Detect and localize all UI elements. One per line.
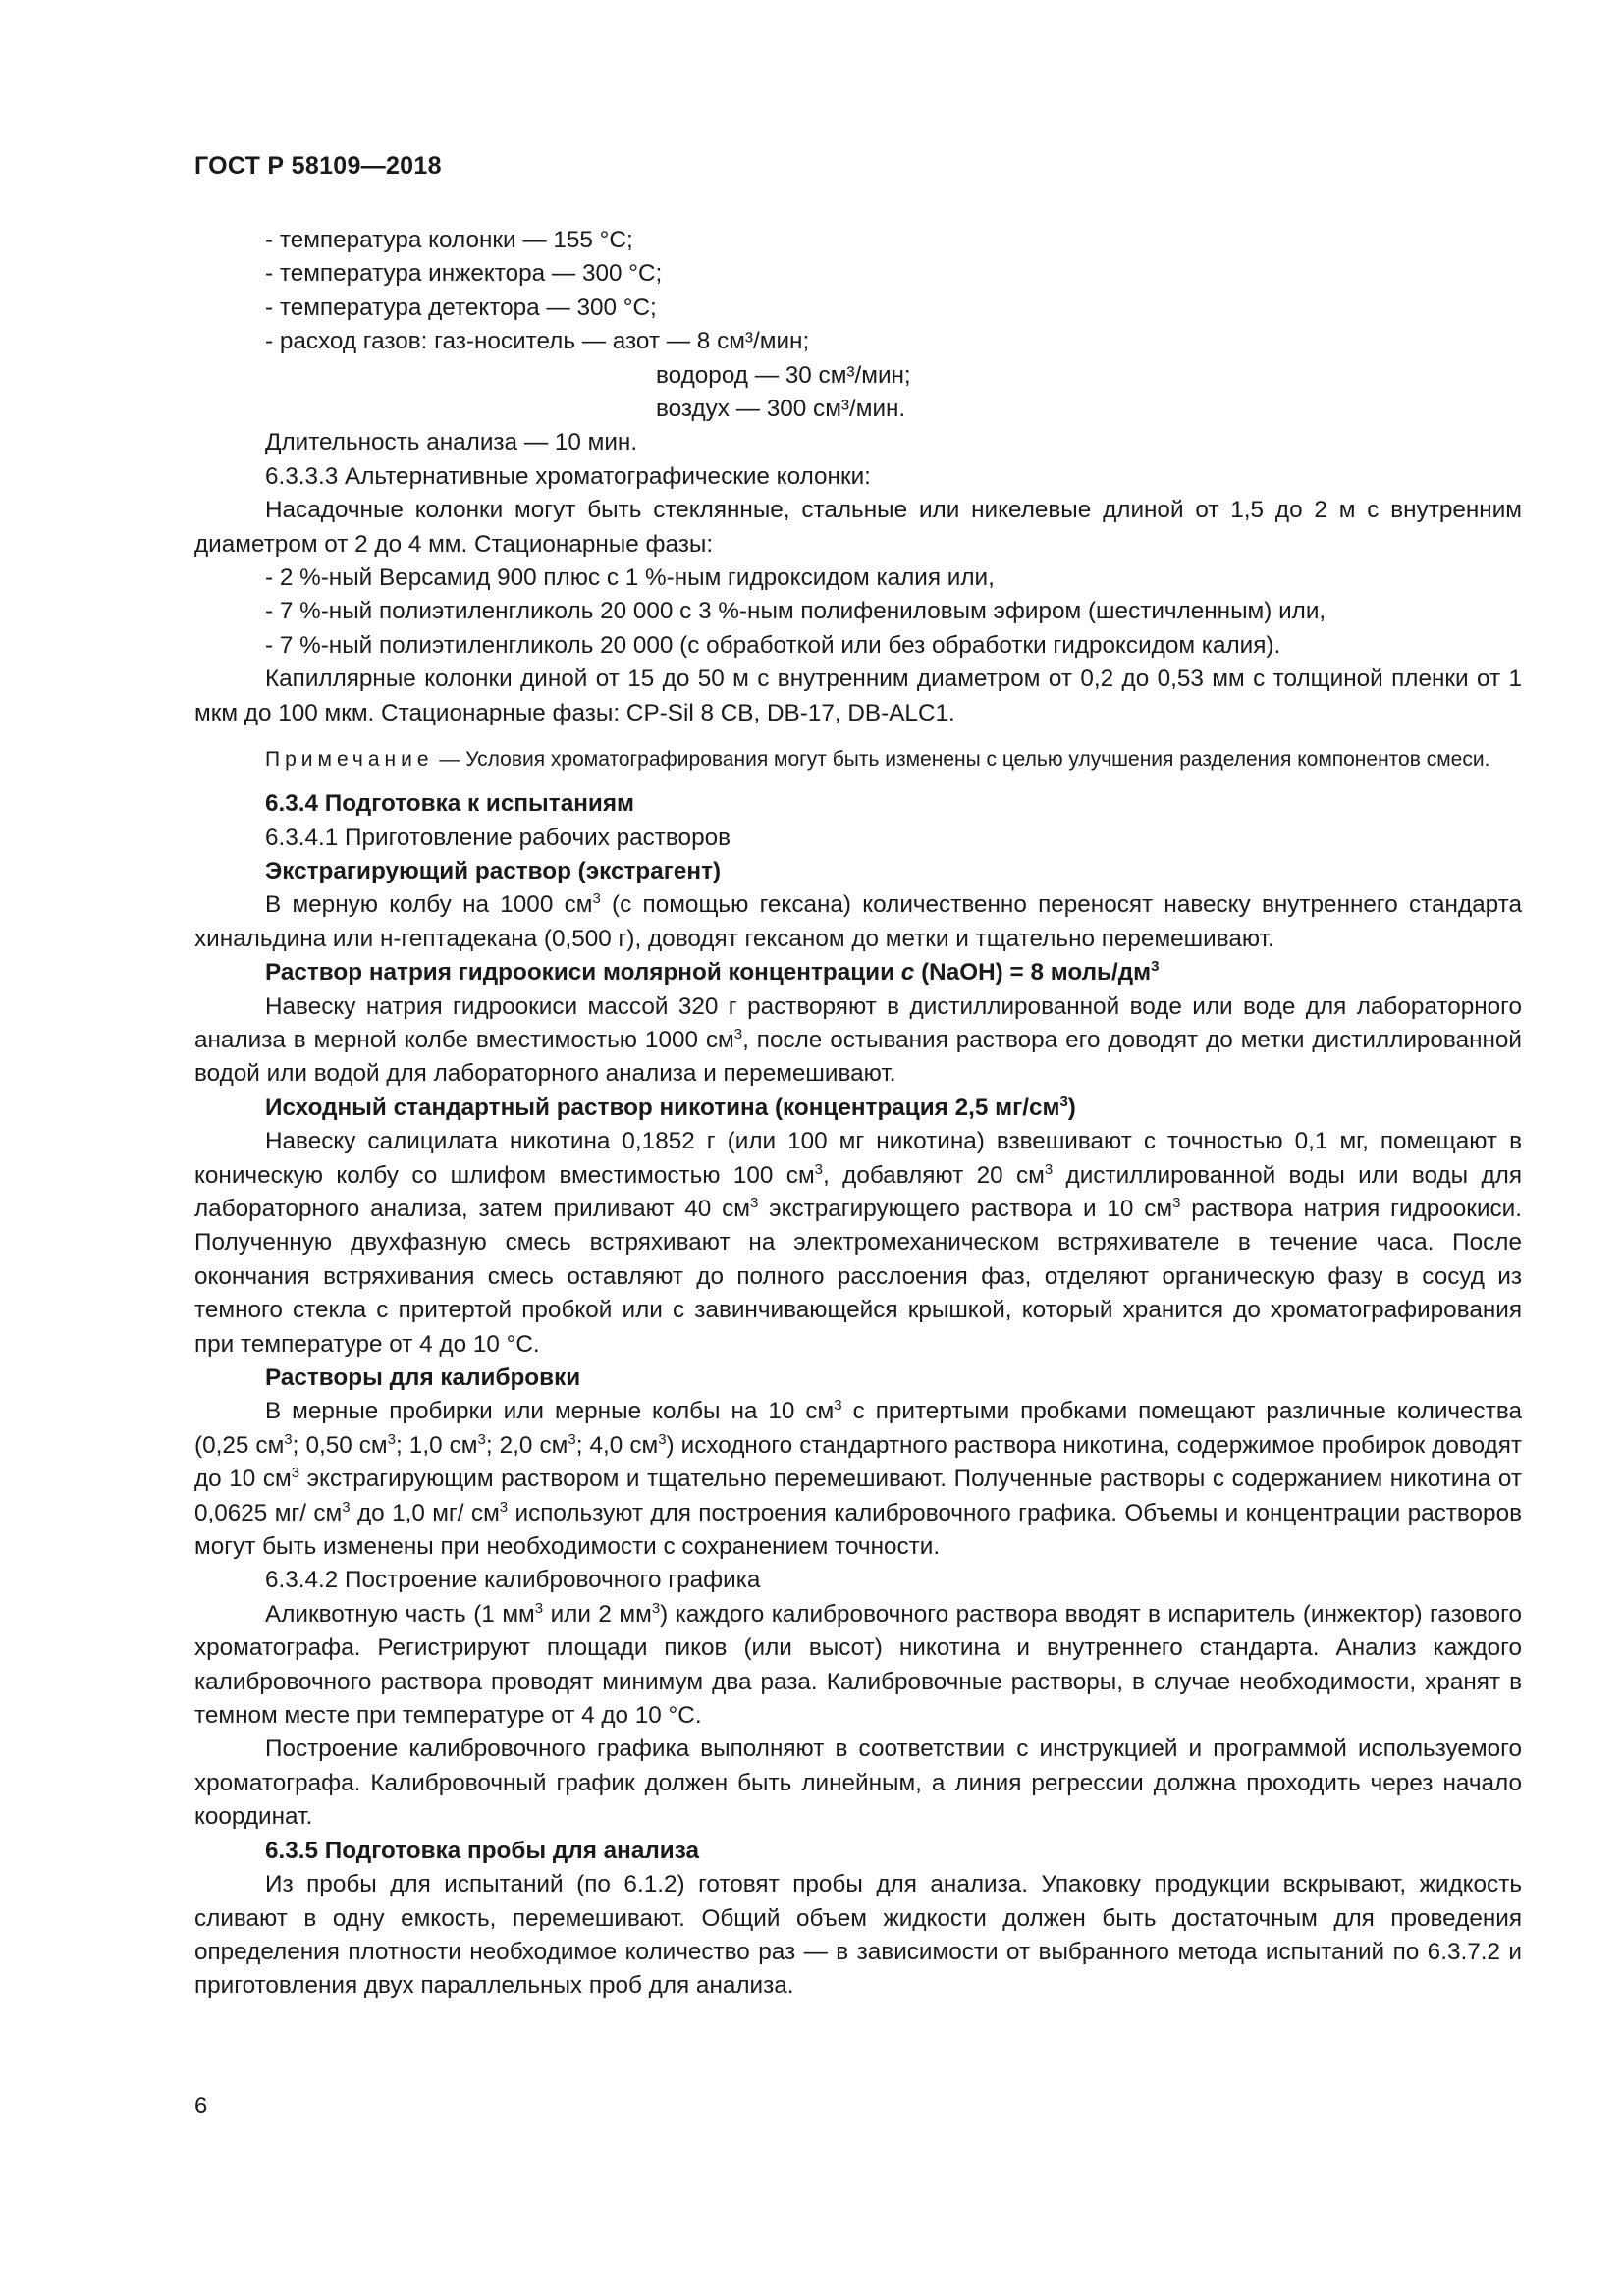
analysis-duration: Длительность анализа — 10 мин.	[265, 429, 638, 456]
section-heading: 6.3.5 Подготовка пробы для анализа	[265, 1837, 700, 1864]
param-line: - температура колонки — 155 °С;	[265, 227, 633, 253]
solution-heading: Растворы для калибровки	[265, 1364, 581, 1391]
page-number: 6	[194, 2093, 208, 2119]
list-item: - 2 %-ный Версамид 900 плюс с 1 %-ным гидроксидом калия или,	[265, 564, 995, 592]
note	[194, 746, 1522, 774]
section-heading: 6.3.4 Подготовка к испытаниям	[265, 790, 634, 818]
gas-line: водород — 30 см³/мин;	[656, 361, 911, 389]
param-line: - температура детектора — 300 °С;	[265, 294, 657, 321]
paragraph: Построение калибровочного графика выполняют в соответствии с инструкцией и программой используемого хроматографа. Калибровочный график должен быть линейным, а линия регрессии должна проходить через начало координат.	[194, 1735, 1522, 1831]
solution-heading: Раствор натрия гидроокиси молярной концентрации с (NaOH) = 8 моль/$дм^3$	[265, 958, 1160, 987]
paragraph: Навеску натрия гидроокиси массой 320 г растворяют в дистиллированной воде или воде для лабораторного анализа в мерной колбе вместимостью 1000 $см^3$, после остывания раствора его доводят до метки дистиллированной водой или водой для лабораторного анализа и перемешивают.	[194, 992, 1522, 1088]
paragraph: В мерную колбу на 1000 $см^3$ (с помощью гексана) количественно переносят навеску внутреннего стандарта хинальдина или н-гептадекана (0,500 г), доводят гексаном до метки и тщательно перемешивают.	[194, 890, 1522, 952]
list-item: - 7 %-ный полиэтиленгликоль 20 000 (с обработкой или без обработки гидроксидом калия).	[265, 631, 1281, 659]
note-label: Примечание	[265, 748, 434, 772]
subsection-title: 6.3.4.2 Построение калибровочного графика	[265, 1567, 761, 1594]
list-item: - 7 %-ный полиэтиленгликоль 20 000 с 3 %-ным полифениловым эфиром (шестичленным) или,	[265, 598, 1326, 625]
paragraph: Навеску салицилата никотина 0,1852 г (или 100 мг никотина) взвешивают с точностью 0,1 мг, помещают в коническую колбу со шлифом вместимостью 100 $см^3$, добавляют 20 $см^3$ дистиллированной воды или воды для лабораторного анализа, затем приливают 40 $см^3$ экстрагирующего раствора и 10 $см^3$ раствора натрия гидроокиси. Полученную двухфазную смесь встряхивают на электромеханическом встряхивателе в течение часа. После окончания встряхивания смесь оставляют до полного расслоения фаз, отделяют органическую фазу в сосуд из темного стекла с притертой пробкой или с завинчивающейся крышкой, который хранится до хроматографирования при температуре от 4 до 10 °С.	[194, 1128, 1522, 1358]
standard-header: ГОСТ Р 58109—2018	[194, 152, 442, 180]
subsection-title: 6.3.3.3 Альтернативные хроматографические колонки:	[265, 462, 871, 490]
solution-heading: Исходный стандартный раствор никотина (концентрация 2,5 $мг/см^3$)	[265, 1093, 1076, 1121]
gas-line: воздух — 300 см³/мин.	[656, 396, 906, 423]
page-content	[194, 224, 1522, 2003]
subsection-title: 6.3.4.1 Приготовление рабочих растворов	[265, 824, 731, 851]
param-line: - температура инжектора — 300 °С;	[265, 260, 663, 288]
paragraph: Капиллярные колонки диной от 15 до 50 м с внутренним диаметром от 0,2 до 0,53 мм с толщиной пленки от 1 мкм до 100 мкм. Стационарные фазы: CP-Sil 8 CB, DB-17, DB-ALC1.	[194, 666, 1522, 726]
paragraph: В мерные пробирки или мерные колбы на 10 $см^3$ с притертыми пробками помещают различные количества (0,25 $см^3$; 0,50 $см^3$; 1,0 $см^3$; 2,0 $см^3$; 4,0 $см^3$) исходного стандартного раствора никотина, содержимое пробирок доводят до 10 $см^3$ экстрагирующим раствором и тщательно перемешивают. Полученные растворы с содержанием никотина от 0,0625 мг/ $см^3$ до 1,0 мг/ $см^3$ используют для построения калибровочного графика. Объемы и концентрации растворов могут быть изменены при необходимости с сохранением точности.	[194, 1397, 1523, 1561]
paragraph: Из пробы для испытаний (по 6.1.2) готовят пробы для анализа. Упаковку продукции вскрывают, жидкость сливают в одну емкость, перемешивают. Общий объем жидкости должен быть достаточным для проведения определения плотности необходимое количество раз — в зависимости от выбранного метода испытаний по 6.3.7.2 и приготовления двух параллельных проб для анализа.	[194, 1871, 1522, 2000]
note-text: — Условия хроматографирования могут быть изменены с целью улучшения разделения компонентов смеси.	[433, 748, 1490, 772]
solution-heading: Экстрагирующий раствор (экстрагент)	[265, 857, 722, 884]
paragraph: Аликвотную часть (1 $мм^3$ или 2 $мм^3$) каждого калибровочного раствора вводят в испаритель (инжектор) газового хроматографа. Регистрируют площади пиков (или высот) никотина и внутреннего стандарта. Анализ каждого калибровочного раствора проводят минимум два раза. Калибровочные растворы, в случае необходимости, хранят в темном месте при температуре от 4 до 10 °С.	[194, 1599, 1522, 1730]
param-line: - расход газов: газ-носитель — азот — 8 см³/мин;	[265, 328, 810, 355]
paragraph: Насадочные колонки могут быть стеклянные, стальные или никелевые длиной от 1,5 до 2 м с внутренним диаметром от 2 до 4 мм. Стационарные фазы:	[194, 497, 1522, 558]
